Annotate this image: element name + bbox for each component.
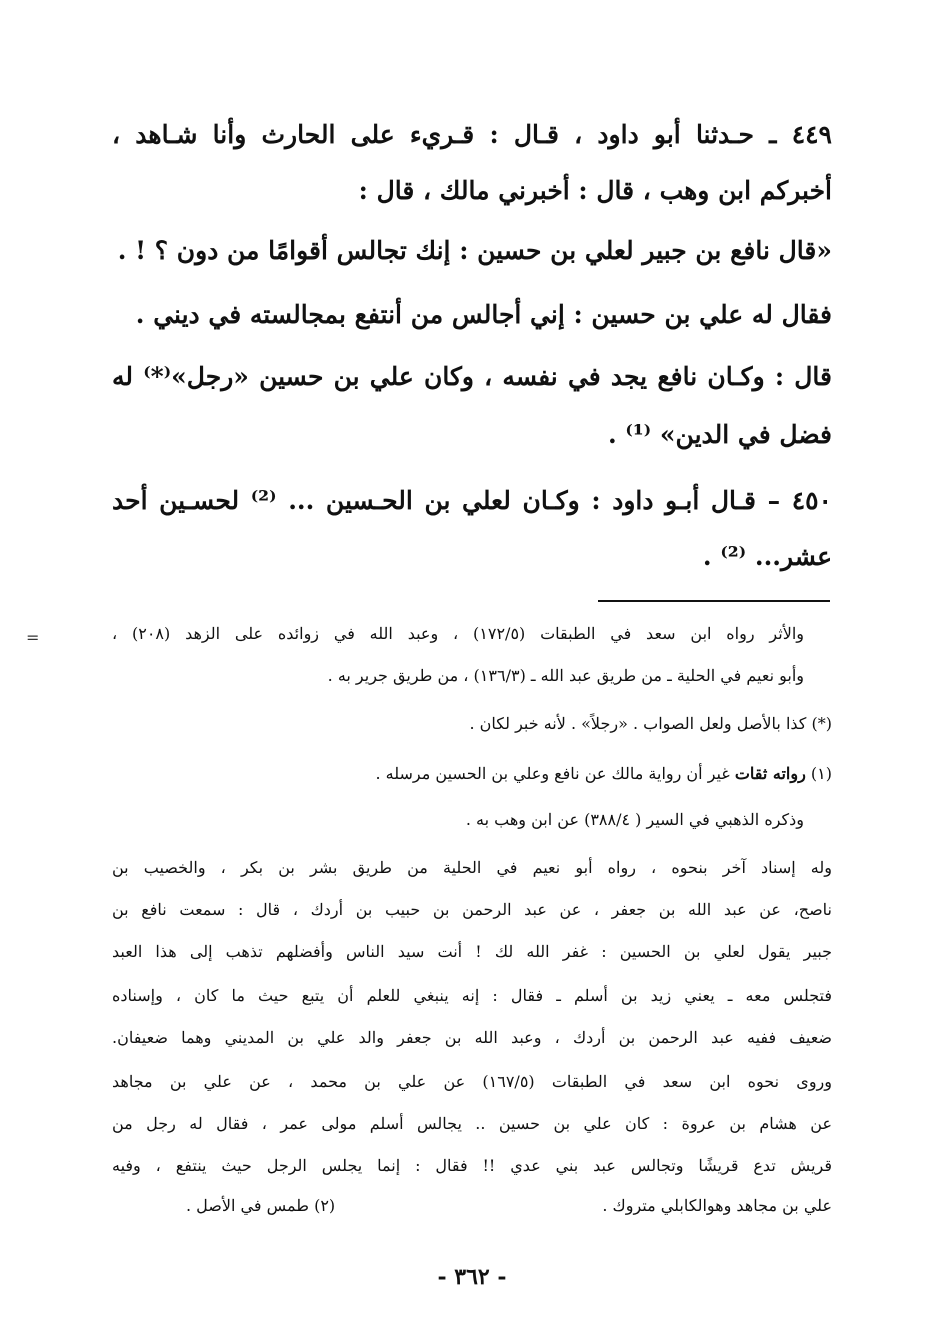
text-line: أخبركم ابن وهب ، قال : أخبرني مالك ، قال :	[358, 176, 832, 205]
text-line: فضل في الدين» ⁽¹⁾ .	[607, 420, 832, 449]
text-line: عشر... ⁽²⁾ .	[702, 542, 832, 571]
footnote-line: فتجلس معه ـ يعني زيد بن أسلم ـ فقال : إنه ينبغي للعلم أن يتبع حيث ما كان ، وإسناده	[112, 986, 832, 1005]
footnote-line: عن هشام بن عروة : كان علي بن حسين .. يجالس أسلم مولى عمر ، فقال له رجل من	[112, 1114, 832, 1133]
footnote-line: (*) كذا بالأصل ولعل الصواب . «رجلاً» . لأنه خبر لكان .	[469, 714, 832, 733]
footnote-line: وذكره الذهبي في السير ( ٣٨٨/٤) عن ابن وهب به .	[465, 810, 804, 829]
footnote-bold-text: رواته ثقات	[734, 764, 806, 783]
text-line: فقال له علي بن حسين : إني أجالس من أنتفع بمجالسته في ديني .	[135, 300, 832, 329]
footnote-line: وله إسناد آخر بنحوه ، رواه أبو نعيم في الحلية من طريق بشر بن بكر ، والخصيب بن	[112, 858, 832, 877]
footnote-line: قريش تدع قريشًا وتجالس عبد بني عدي !! فقال : إنما يجلس الرجل حيث ينتفع ، وفيه	[112, 1156, 832, 1175]
footnote-line: ناصح، عن عبد الله بن جعفر ، عن عبد الرحمن بن حبيب بن أردك ، قال : سمعت نافع بن	[112, 900, 833, 919]
text-line: «قال نافع بن جبير لعلي بن حسين : إنك تجالس أقوامًا من دون ؟ ! .	[117, 236, 832, 265]
footnote-line: ضعيف ففيه عبد الرحمن بن أردك ، وعبد الله بن جعفر والد علي بن المديني وهما ضعيفان.	[112, 1028, 832, 1047]
page-number: - ٣٦٢ -	[437, 1264, 507, 1290]
text-line: ٤٥٠ – قـال أبـو داود : وكـان لعلي بن الحـسين ... ⁽²⁾ لحسـين أحد	[112, 486, 832, 515]
footnote-line: علي بن مجاهد وهوالكابلي متروك .	[602, 1196, 832, 1215]
footnote-line: وأبو نعيم في الحلية ـ من طريق عبد الله ـ (١٣٦/٣) ، من طريق جرير به .	[327, 666, 804, 685]
footnote-text: غير أن رواية مالك عن نافع وعلي بن الحسين مرسله .	[375, 764, 730, 783]
footnote-number: (١)	[810, 764, 832, 783]
footnote-line: والأثر رواه ابن سعد في الطبقات (١٧٢/٥) ، وعبد الله في زوائده على الزهد (٢٠٨) ،	[112, 624, 804, 643]
text-line: ٤٤٩ ـ حـدثنا أبو داود ، قـال : قـريء على الحارث وأنا شـاهد ،	[112, 120, 832, 149]
footnote-2: (٢) طمس في الأصل .	[186, 1196, 336, 1215]
footnote-line: وروى نحوه ابن سعد في الطبقات (١٦٧/٥) عن علي بن محمد ، عن علي بن مجاهد	[112, 1072, 832, 1091]
text-line: قال : وكـان نافع يجد في نفسه ، وكان علي بن حسين «رجل»⁽*⁾ له	[112, 362, 832, 391]
footnote-1	[112, 762, 832, 786]
footnote-separator	[598, 600, 830, 602]
footnote-line: جبير يقول لعلي بن الحسين : غفر الله لك ! أنت سيد الناس وأفضلهم تذهب إلى هذا العبد	[112, 942, 832, 961]
continuation-marker: =	[26, 628, 40, 647]
